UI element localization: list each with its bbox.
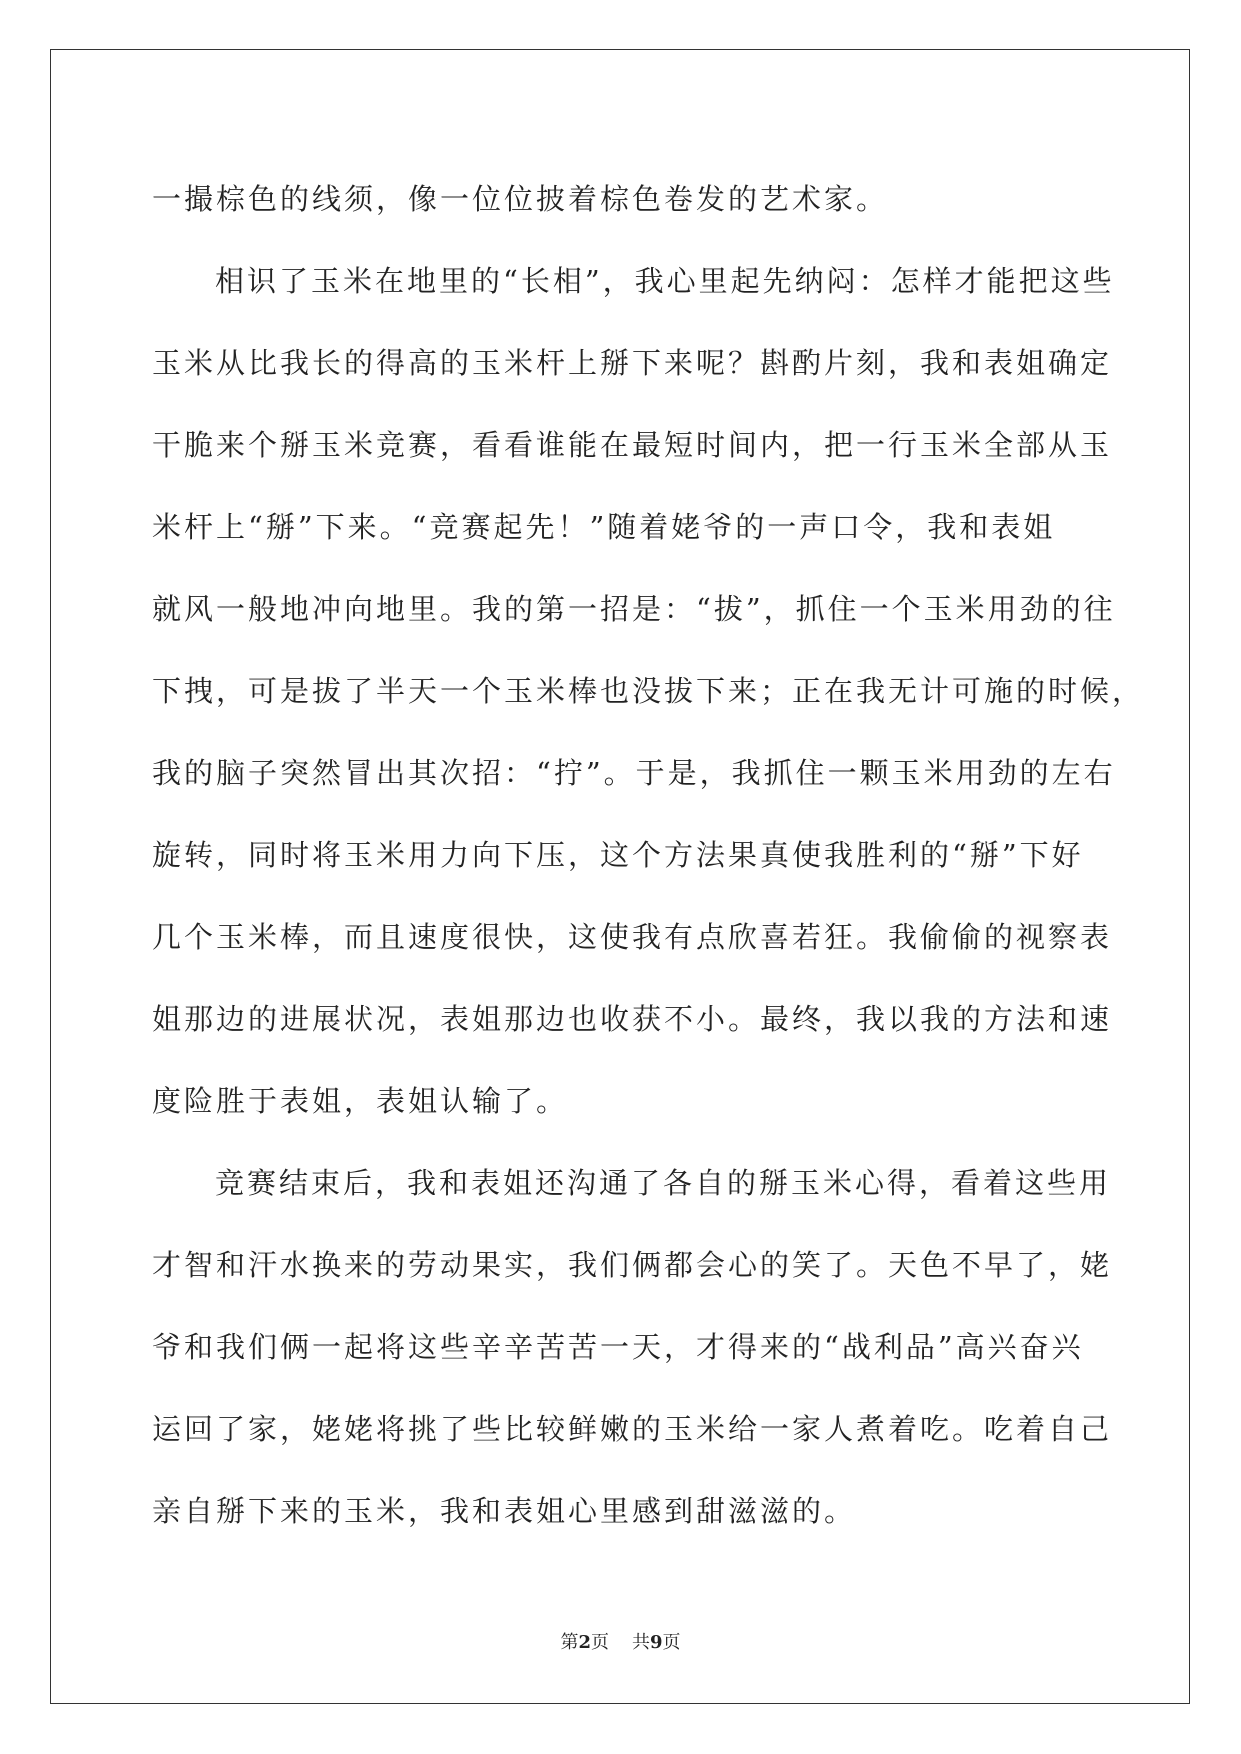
text-line: 相识了玉米在地里的“长相”，我心里起先纳闷：怎样才能把这些 (215, 264, 1115, 298)
text-line: 我的脑子突然冒出其次招：“拧”。于是，我抓住一颗玉米用劲的左右 (152, 756, 1116, 790)
text-line: 爷和我们俩一起将这些辛辛苦苦一天，才得来的“战利品”高兴奋兴 (152, 1330, 1084, 1364)
total-suffix: 页 (662, 1632, 681, 1653)
text-line: 度险胜于表姐，表姐认输了。 (152, 1084, 569, 1118)
document-body (152, 158, 1145, 1552)
text-line: 竞赛结束后，我和表姐还沟通了各自的掰玉米心得，看着这些用 (215, 1166, 1112, 1200)
text-line: 米杆上“掰”下来。“竞赛起先！”随着姥爷的一声口令，我和表姐 (152, 510, 1056, 544)
text-line: 才智和汗水换来的劳动果实，我们俩都会心的笑了。天色不早了，姥 (152, 1248, 1113, 1282)
total-page-count: 9 (649, 1632, 663, 1653)
text-line: 就风一般地冲向地里。我的第一招是：“拔”，抓住一个玉米用劲的往 (152, 592, 1116, 626)
current-page-number: 2 (578, 1632, 592, 1653)
text-line: 旋转，同时将玉米用力向下压，这个方法果真使我胜利的“掰”下好 (152, 838, 1084, 872)
page-prefix: 第 (560, 1632, 579, 1653)
text-line: 玉米从比我长的得高的玉米杆上掰下来呢？斟酌片刻，我和表姐确定 (152, 346, 1113, 380)
text-line: 姐那边的进展状况，表姐那边也收获不小。最终，我以我的方法和速 (152, 1002, 1113, 1036)
total-prefix: 共 (631, 1632, 650, 1653)
text-line: 下拽，可是拔了半天一个玉米棒也没拔下来；正在我无计可施的时候， (152, 674, 1145, 708)
page-suffix: 页 (591, 1632, 610, 1653)
text-line: 几个玉米棒，而且速度很快，这使我有点欣喜若狂。我偷偷的视察表 (152, 920, 1113, 954)
text-line: 一撮棕色的线须，像一位位披着棕色卷发的艺术家。 (152, 182, 889, 216)
text-line: 干脆来个掰玉米竞赛，看看谁能在最短时间内，把一行玉米全部从玉 (152, 428, 1113, 462)
text-line: 亲自掰下来的玉米，我和表姐心里感到甜滋滋的。 (152, 1494, 857, 1528)
text-line: 运回了家，姥姥将挑了些比较鲜嫩的玉米给一家人煮着吃。吃着自己 (152, 1412, 1113, 1446)
page-footer (0, 1628, 1241, 1654)
